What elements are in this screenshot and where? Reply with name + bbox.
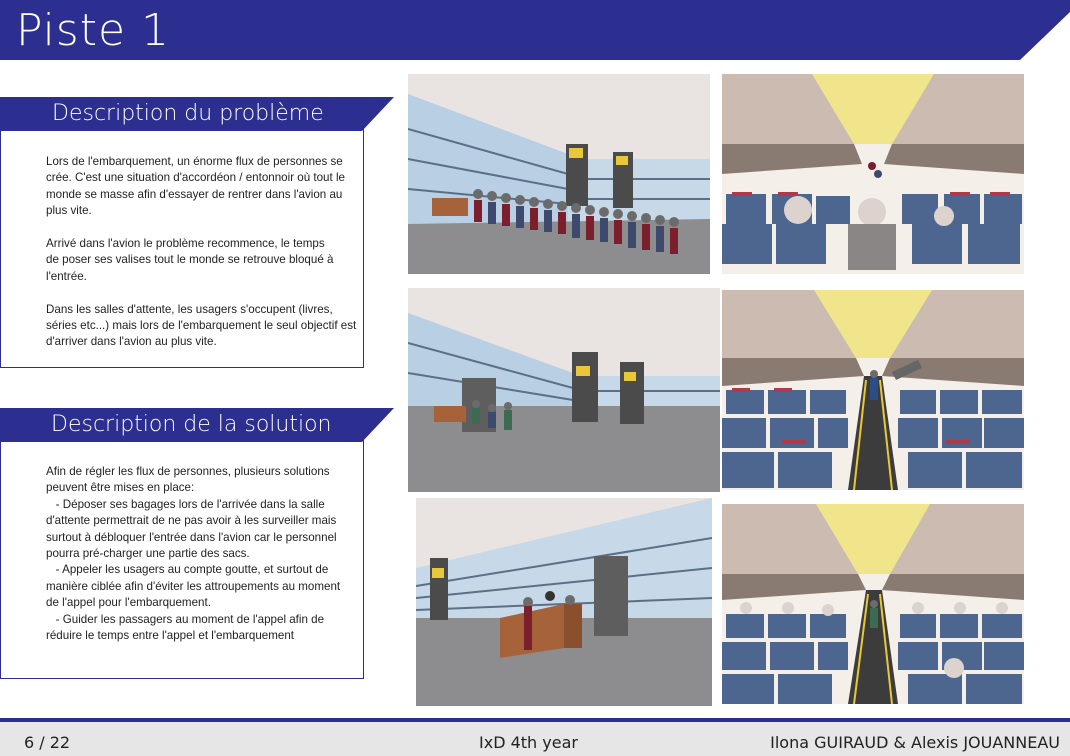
solution-heading: Description de la solution — [51, 412, 332, 437]
storyboard-panel-terminal-calm — [408, 288, 720, 492]
page-title: Piste 1 — [16, 5, 171, 56]
storyboard-panel-cabin-crowded — [722, 74, 1024, 274]
storyboard-panel-cabin-guided — [722, 290, 1024, 490]
problem-heading-tab — [0, 97, 394, 131]
footer-divider — [0, 718, 1070, 722]
header-bar — [0, 0, 1070, 60]
storyboard-panel-cabin-orderly — [722, 504, 1024, 704]
authors: Ilona GUIRAUD & Alexis JOUANNEAU — [770, 733, 1060, 752]
solution-text: Afin de régler les flux de personnes, plusieurs solutions peuvent être mises en place: - Déposer ses bagages lors de l'arrivée dans la salle d'attente permettrait de ne pas avoir à les surveiller mais surtout à débloquer l'entrée dans l'avion car le personnel pourra pré-charger une partie des sacs. - Appeler les usagers au compte goutte, et surtout de manière ciblée afin d'éviter les attroupements au moment de l'appel pour l'embarquement. - Guider les passagers au moment de l'appel afin de réduire le temps entre l'appel et l'embarquement — [46, 465, 341, 643]
course-label: IxD 4th year — [479, 733, 578, 752]
problem-heading: Description du problème — [52, 101, 324, 126]
storyboard-panel-terminal-queue — [408, 74, 710, 274]
storyboard-panel-terminal-desk — [416, 498, 712, 706]
page-number: 6 / 22 — [24, 733, 71, 752]
problem-text: Lors de l'embarquement, un énorme flux de personnes se crée. C'est une situation d'accordéon / entonnoir où tout le monde se masse afin d'essayer de rentrer dans l'avion au plus vite. Arrivé dans l'avion le problème recommence, le temps de poser ses valises tout le monde se retrouve bloqué à l'entrée. Dans les salles d'attente, les usagers s'occupent (livres, séries etc...) mais lors de l'embarquement le seul objectif est d'arriver dans l'avion au plus vite. — [46, 155, 357, 349]
solution-heading-tab — [0, 408, 394, 442]
